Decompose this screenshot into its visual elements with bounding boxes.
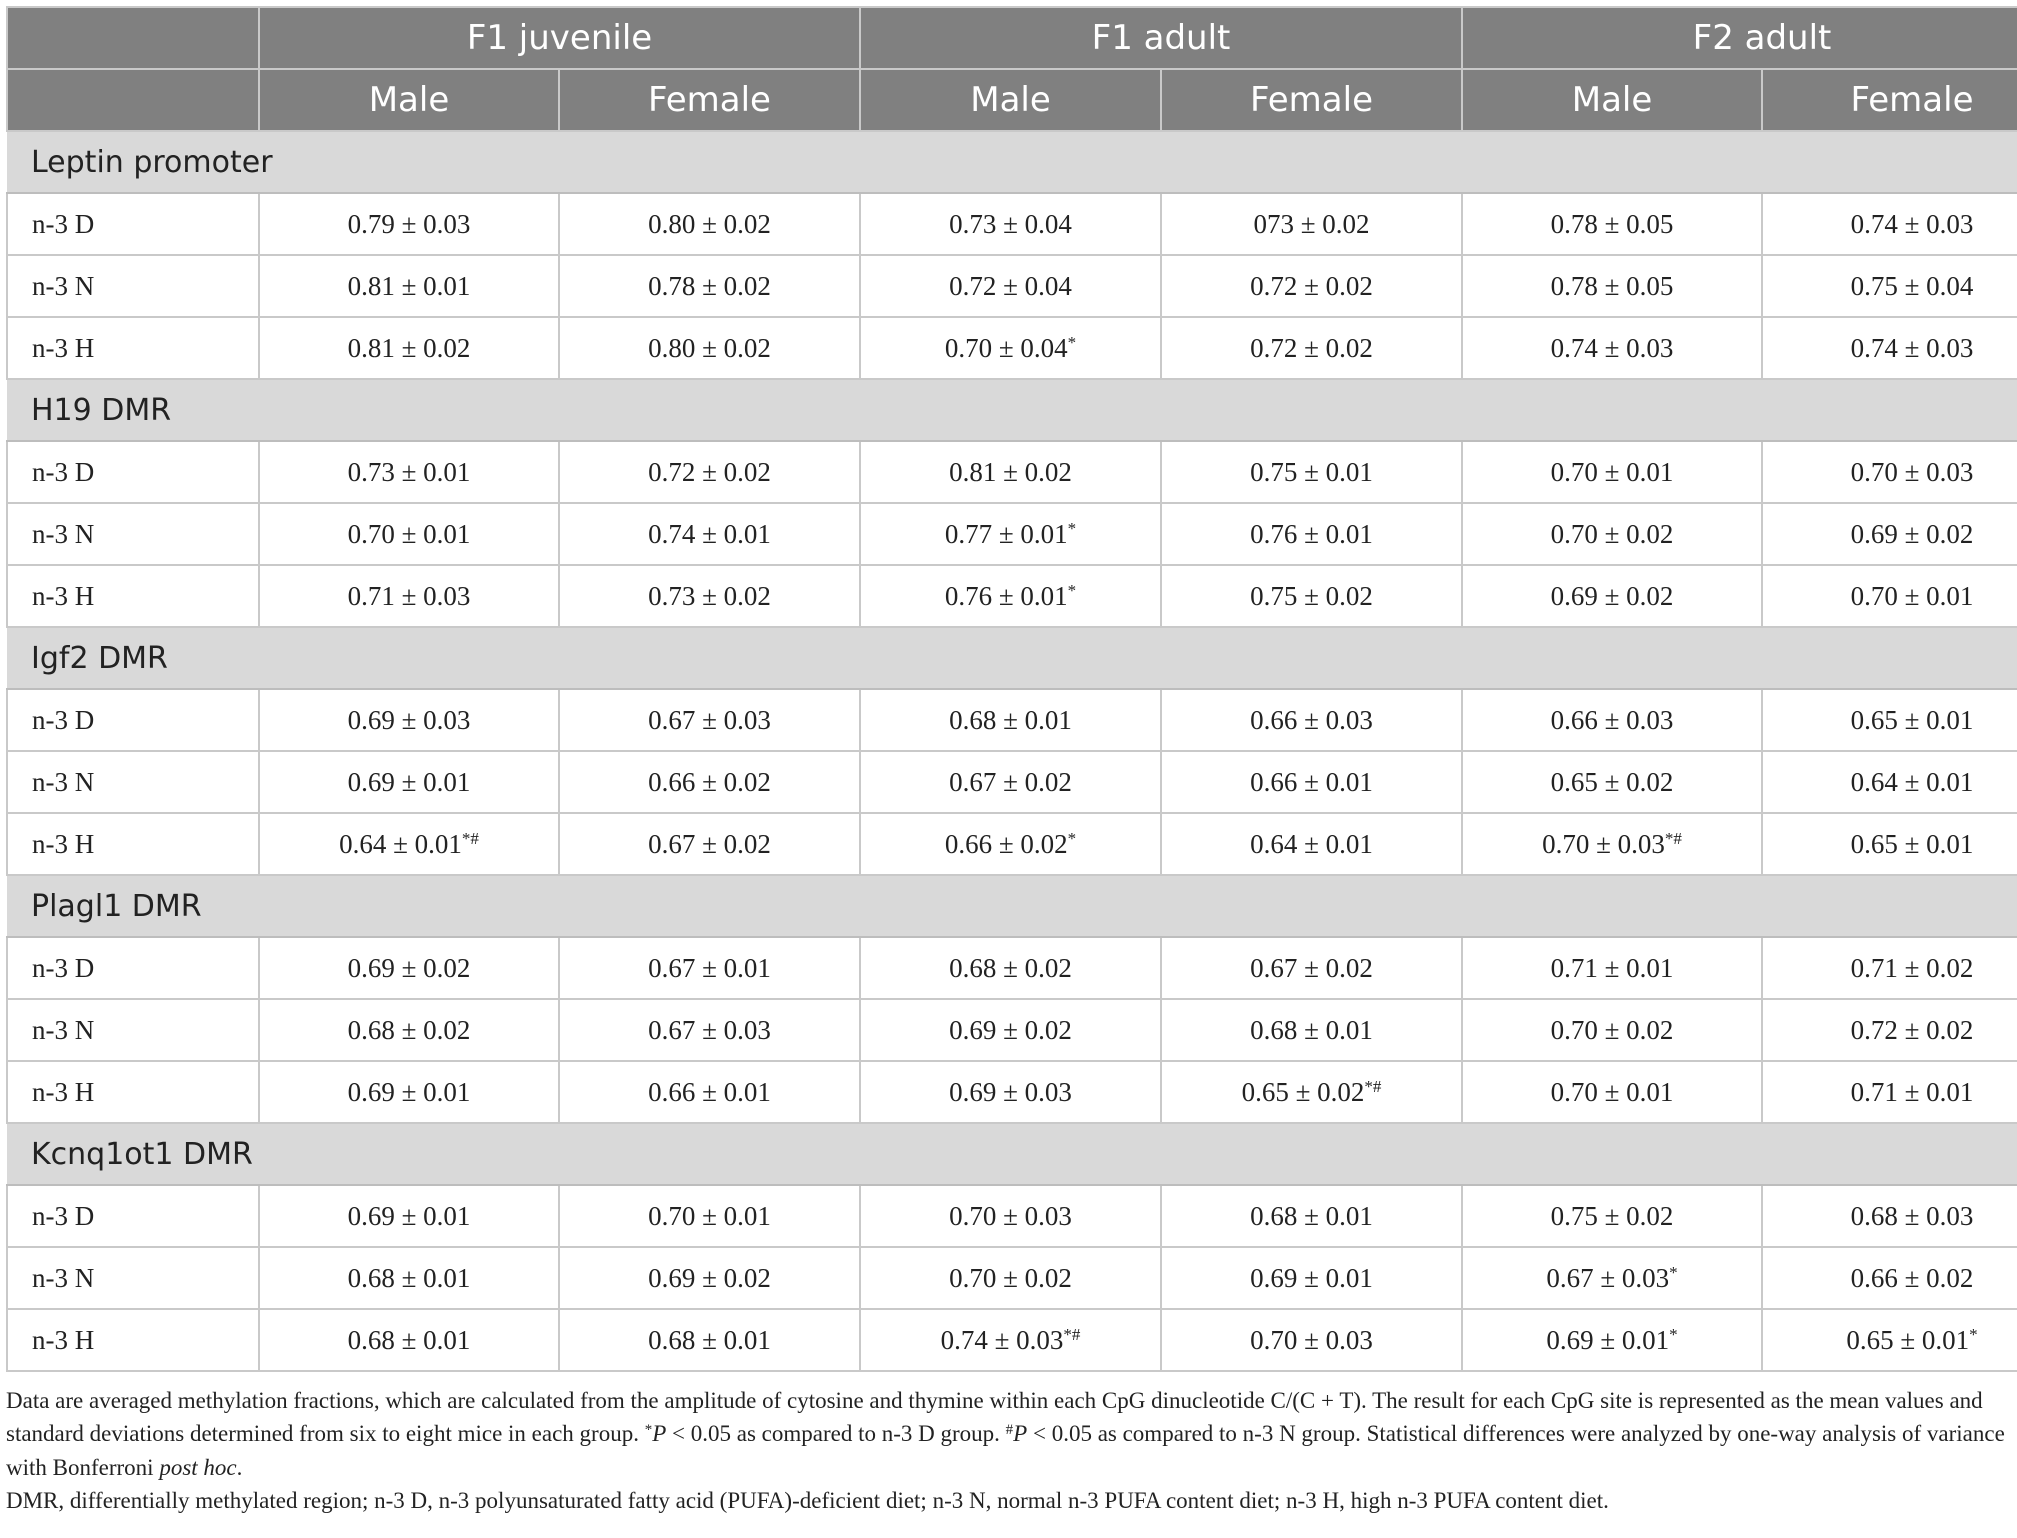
header-male: Male bbox=[1462, 69, 1762, 131]
cell-value: 0.70 ± 0.03 bbox=[1250, 1324, 1373, 1355]
table-cell bbox=[559, 503, 860, 565]
header-group-f1-adult: F1 adult bbox=[860, 7, 1462, 69]
table-cell bbox=[1161, 751, 1462, 813]
row-label: n-3 H bbox=[7, 813, 259, 875]
table-cell bbox=[259, 503, 559, 565]
cell-value: 0.65 ± 0.01 bbox=[1850, 704, 1974, 735]
table-cell bbox=[1462, 1185, 1762, 1247]
cell-value: 0.69 ± 0.01 bbox=[347, 1076, 471, 1107]
table-row bbox=[7, 937, 2017, 999]
header-female: Female bbox=[1161, 69, 1462, 131]
header-row-sex bbox=[7, 69, 2017, 131]
significance-marker: *# bbox=[1364, 1076, 1382, 1096]
table-cell bbox=[1762, 441, 2017, 503]
table-cell bbox=[860, 565, 1161, 627]
cell-value: 0.72 ± 0.02 bbox=[648, 456, 771, 487]
table-cell bbox=[559, 999, 860, 1061]
significance-marker: * bbox=[1669, 1324, 1678, 1344]
row-label: n-3 H bbox=[7, 317, 259, 379]
table-cell bbox=[1161, 813, 1462, 875]
table-cell bbox=[1161, 503, 1462, 565]
cell-value: 0.68 ± 0.02 bbox=[949, 952, 1072, 983]
table-cell bbox=[1462, 1061, 1762, 1123]
cell-value: 0.70 ± 0.01 bbox=[1550, 1076, 1674, 1107]
cell-value: 0.66 ± 0.02 bbox=[648, 766, 771, 797]
cell-value: 0.65 ± 0.02 bbox=[1550, 766, 1674, 797]
table-row bbox=[7, 193, 2017, 255]
cell-value: 0.68 ± 0.02 bbox=[347, 1014, 471, 1045]
table-cell bbox=[860, 999, 1161, 1061]
table-cell bbox=[259, 1309, 559, 1371]
table-cell bbox=[1161, 193, 1462, 255]
table-row bbox=[7, 751, 2017, 813]
cell-value: 0.74 ± 0.03 bbox=[1850, 332, 1974, 363]
cell-value: 0.78 ± 0.05 bbox=[1550, 270, 1674, 301]
cell-value: 0.70 ± 0.02 bbox=[1550, 1014, 1674, 1045]
row-label: n-3 H bbox=[7, 1061, 259, 1123]
table-row bbox=[7, 1061, 2017, 1123]
cell-value: 0.74 ± 0.03 bbox=[1850, 208, 1974, 239]
cell-value: 0.64 ± 0.01 bbox=[1250, 828, 1373, 859]
cell-value: 0.75 ± 0.04 bbox=[1850, 270, 1974, 301]
table-cell bbox=[259, 813, 559, 875]
table-cell bbox=[1462, 689, 1762, 751]
table-cell bbox=[1462, 255, 1762, 317]
table-cell bbox=[860, 1185, 1161, 1247]
cell-value: 0.68 ± 0.01 bbox=[648, 1324, 771, 1355]
cell-value: 0.69 ± 0.02 bbox=[1850, 518, 1974, 549]
cell-value: 0.73 ± 0.02 bbox=[648, 580, 771, 611]
cell-value: 0.64 ± 0.01 bbox=[1850, 766, 1974, 797]
section-title: H19 DMR bbox=[7, 379, 2017, 441]
table-cell bbox=[559, 255, 860, 317]
table-cell bbox=[1762, 255, 2017, 317]
table-cell bbox=[559, 751, 860, 813]
significance-marker: * bbox=[1067, 828, 1077, 848]
table-body bbox=[7, 131, 2017, 1371]
table-cell bbox=[860, 813, 1161, 875]
table-cell bbox=[1161, 999, 1462, 1061]
cell-value: 0.69 ± 0.02 bbox=[648, 1262, 771, 1293]
table-cell bbox=[1762, 317, 2017, 379]
table-cell bbox=[1161, 255, 1462, 317]
table-cell bbox=[860, 317, 1161, 379]
table-cell bbox=[559, 689, 860, 751]
table-cell bbox=[1161, 565, 1462, 627]
table-row bbox=[7, 689, 2017, 751]
table-cell bbox=[259, 565, 559, 627]
significance-marker: * bbox=[1067, 332, 1077, 352]
cell-value: 0.76 ± 0.01 bbox=[944, 580, 1068, 611]
cell-value: 0.70 ± 0.01 bbox=[1850, 580, 1974, 611]
significance-marker: * bbox=[1669, 1262, 1678, 1282]
table-cell bbox=[1762, 1185, 2017, 1247]
table-cell bbox=[1161, 937, 1462, 999]
cell-value: 0.73 ± 0.04 bbox=[949, 208, 1072, 239]
table-cell bbox=[1762, 813, 2017, 875]
table-cell bbox=[1462, 1309, 1762, 1371]
header-female: Female bbox=[559, 69, 860, 131]
table-cell bbox=[860, 441, 1161, 503]
cell-value: 0.70 ± 0.01 bbox=[347, 518, 471, 549]
table-row bbox=[7, 1247, 2017, 1309]
section-header-row bbox=[7, 379, 2017, 441]
cell-value: 0.72 ± 0.04 bbox=[949, 270, 1072, 301]
table-cell bbox=[1161, 441, 1462, 503]
cell-value: 0.74 ± 0.01 bbox=[648, 518, 771, 549]
results-table-container bbox=[6, 6, 2011, 1517]
cell-value: 0.66 ± 0.01 bbox=[648, 1076, 771, 1107]
table-cell bbox=[1161, 1061, 1462, 1123]
cell-value: 0.71 ± 0.02 bbox=[1850, 952, 1974, 983]
header-corner-2 bbox=[7, 69, 259, 131]
cell-value: 0.66 ± 0.02 bbox=[1850, 1262, 1974, 1293]
row-label: n-3 H bbox=[7, 565, 259, 627]
section-title: Igf2 DMR bbox=[7, 627, 2017, 689]
cell-value: 0.75 ± 0.01 bbox=[1250, 456, 1373, 487]
row-label: n-3 N bbox=[7, 999, 259, 1061]
table-cell bbox=[259, 689, 559, 751]
table-row bbox=[7, 441, 2017, 503]
header-group-f2-adult: F2 adult bbox=[1462, 7, 2017, 69]
table-cell bbox=[259, 1061, 559, 1123]
table-cell bbox=[259, 1185, 559, 1247]
table-cell bbox=[860, 1247, 1161, 1309]
cell-value: 0.67 ± 0.02 bbox=[949, 766, 1072, 797]
cell-value: 0.67 ± 0.03 bbox=[648, 1014, 771, 1045]
table-row bbox=[7, 565, 2017, 627]
table-cell bbox=[259, 1247, 559, 1309]
table-cell bbox=[1762, 999, 2017, 1061]
table-cell bbox=[559, 1061, 860, 1123]
cell-value: 0.66 ± 0.03 bbox=[1250, 704, 1373, 735]
cell-value: 0.81 ± 0.01 bbox=[347, 270, 471, 301]
cell-value: 0.67 ± 0.03 bbox=[648, 704, 771, 735]
table-cell bbox=[259, 441, 559, 503]
cell-value: 0.66 ± 0.03 bbox=[1550, 704, 1674, 735]
table-cell bbox=[1161, 1185, 1462, 1247]
table-cell bbox=[259, 255, 559, 317]
table-row bbox=[7, 999, 2017, 1061]
significance-marker: * bbox=[1969, 1324, 1978, 1344]
table-cell bbox=[1762, 1309, 2017, 1371]
header-row-groups bbox=[7, 7, 2017, 69]
table-row bbox=[7, 255, 2017, 317]
table-cell bbox=[259, 937, 559, 999]
table-cell bbox=[559, 1185, 860, 1247]
row-label: n-3 D bbox=[7, 1185, 259, 1247]
cell-value: 0.72 ± 0.02 bbox=[1250, 270, 1373, 301]
table-cell bbox=[259, 751, 559, 813]
table-cell bbox=[860, 689, 1161, 751]
cell-value: 0.71 ± 0.01 bbox=[1550, 952, 1674, 983]
cell-value: 0.68 ± 0.01 bbox=[1250, 1200, 1373, 1231]
header-female: Female bbox=[1762, 69, 2017, 131]
table-cell bbox=[559, 1247, 860, 1309]
table-cell bbox=[1462, 937, 1762, 999]
cell-value: 0.70 ± 0.01 bbox=[1550, 456, 1674, 487]
table-cell bbox=[860, 937, 1161, 999]
table-cell bbox=[1762, 751, 2017, 813]
cell-value: 0.70 ± 0.02 bbox=[1550, 518, 1674, 549]
row-label: n-3 D bbox=[7, 937, 259, 999]
table-cell bbox=[1161, 317, 1462, 379]
section-title: Leptin promoter bbox=[7, 131, 2017, 193]
cell-value: 0.75 ± 0.02 bbox=[1250, 580, 1373, 611]
cell-value: 0.69 ± 0.01 bbox=[1250, 1262, 1373, 1293]
cell-value: 0.71 ± 0.01 bbox=[1850, 1076, 1974, 1107]
cell-value: 0.80 ± 0.02 bbox=[648, 332, 771, 363]
table-cell bbox=[860, 193, 1161, 255]
cell-value: 0.81 ± 0.02 bbox=[347, 332, 471, 363]
cell-value: 0.75 ± 0.02 bbox=[1550, 1200, 1674, 1231]
cell-value: 0.70 ± 0.03 bbox=[1542, 828, 1665, 859]
cell-value: 0.67 ± 0.03 bbox=[1546, 1262, 1670, 1293]
cell-value: 0.65 ± 0.01 bbox=[1846, 1324, 1970, 1355]
cell-value: 0.67 ± 0.02 bbox=[1250, 952, 1373, 983]
cell-value: 0.67 ± 0.02 bbox=[648, 828, 771, 859]
cell-value: 0.69 ± 0.02 bbox=[347, 952, 471, 983]
cell-value: 0.64 ± 0.01 bbox=[339, 828, 462, 859]
cell-value: 0.67 ± 0.01 bbox=[648, 952, 771, 983]
cell-value: 0.66 ± 0.02 bbox=[944, 828, 1068, 859]
cell-value: 0.76 ± 0.01 bbox=[1250, 518, 1373, 549]
cell-value: 0.78 ± 0.05 bbox=[1550, 208, 1674, 239]
significance-marker: * bbox=[1067, 580, 1077, 600]
table-cell bbox=[259, 317, 559, 379]
table-cell bbox=[1161, 689, 1462, 751]
cell-value: 0.79 ± 0.03 bbox=[347, 208, 471, 239]
table-cell bbox=[860, 255, 1161, 317]
table-cell bbox=[1762, 937, 2017, 999]
table-cell bbox=[1462, 193, 1762, 255]
table-cell bbox=[1762, 1061, 2017, 1123]
significance-marker: *# bbox=[1063, 1324, 1081, 1344]
cell-value: 0.80 ± 0.02 bbox=[648, 208, 771, 239]
cell-value: 0.70 ± 0.02 bbox=[949, 1262, 1072, 1293]
cell-value: 073 ± 0.02 bbox=[1253, 208, 1370, 239]
table-row bbox=[7, 503, 2017, 565]
table-cell bbox=[559, 937, 860, 999]
section-title: Kcnq1ot1 DMR bbox=[7, 1123, 2017, 1185]
row-label: n-3 D bbox=[7, 689, 259, 751]
cell-value: 0.72 ± 0.02 bbox=[1850, 1014, 1974, 1045]
methylation-table bbox=[6, 6, 2017, 1372]
row-label: n-3 N bbox=[7, 503, 259, 565]
table-cell bbox=[860, 1309, 1161, 1371]
table-cell bbox=[1462, 813, 1762, 875]
footnote-methods: Data are averaged methylation fractions, which are calculated from the amplitude of cytosine and thymine within each CpG dinucleotide C/(C + T). The result for each CpG site is represented as the mean values and standard deviations determined from six to eight mice in each group. *P < 0.05 as compared to n-3 D group. #P < 0.05 as compared to n-3 N group. Statistical differences were analyzed by one-way analysis of variance with Bonferroni post hoc. bbox=[6, 1388, 2005, 1480]
cell-value: 0.68 ± 0.01 bbox=[347, 1324, 471, 1355]
table-cell bbox=[1462, 503, 1762, 565]
cell-value: 0.77 ± 0.01 bbox=[944, 518, 1068, 549]
table-cell bbox=[1462, 317, 1762, 379]
cell-value: 0.74 ± 0.03 bbox=[940, 1324, 1064, 1355]
cell-value: 0.69 ± 0.03 bbox=[949, 1076, 1072, 1107]
table-cell bbox=[259, 999, 559, 1061]
cell-value: 0.69 ± 0.03 bbox=[347, 704, 471, 735]
cell-value: 0.65 ± 0.01 bbox=[1850, 828, 1974, 859]
cell-value: 0.71 ± 0.03 bbox=[347, 580, 471, 611]
significance-marker: *# bbox=[461, 828, 479, 848]
section-header-row bbox=[7, 875, 2017, 937]
table-cell bbox=[1762, 193, 2017, 255]
cell-value: 0.72 ± 0.02 bbox=[1250, 332, 1373, 363]
cell-value: 0.68 ± 0.01 bbox=[1250, 1014, 1373, 1045]
significance-marker: * bbox=[1067, 518, 1077, 538]
significance-marker: *# bbox=[1664, 828, 1682, 848]
section-title: Plagl1 DMR bbox=[7, 875, 2017, 937]
cell-value: 0.68 ± 0.01 bbox=[347, 1262, 471, 1293]
table-cell bbox=[1462, 441, 1762, 503]
header-corner bbox=[7, 7, 259, 69]
table-row bbox=[7, 317, 2017, 379]
cell-value: 0.69 ± 0.02 bbox=[1550, 580, 1674, 611]
row-label: n-3 D bbox=[7, 193, 259, 255]
table-cell bbox=[559, 317, 860, 379]
cell-value: 0.70 ± 0.03 bbox=[949, 1200, 1072, 1231]
section-header-row bbox=[7, 627, 2017, 689]
cell-value: 0.68 ± 0.01 bbox=[949, 704, 1072, 735]
cell-value: 0.78 ± 0.02 bbox=[648, 270, 771, 301]
cell-value: 0.65 ± 0.02 bbox=[1241, 1076, 1365, 1107]
table-cell bbox=[559, 813, 860, 875]
cell-value: 0.69 ± 0.01 bbox=[1546, 1324, 1670, 1355]
cell-value: 0.81 ± 0.02 bbox=[949, 456, 1072, 487]
table-cell bbox=[860, 751, 1161, 813]
table-cell bbox=[1462, 1247, 1762, 1309]
table-cell bbox=[860, 503, 1161, 565]
table-cell bbox=[1161, 1309, 1462, 1371]
table-row bbox=[7, 1185, 2017, 1247]
table-row bbox=[7, 813, 2017, 875]
table-cell bbox=[1762, 689, 2017, 751]
cell-value: 0.70 ± 0.04 bbox=[944, 332, 1068, 363]
table-cell bbox=[1462, 751, 1762, 813]
table-cell bbox=[559, 193, 860, 255]
header-male: Male bbox=[259, 69, 559, 131]
cell-value: 0.69 ± 0.02 bbox=[949, 1014, 1072, 1045]
cell-value: 0.68 ± 0.03 bbox=[1850, 1200, 1974, 1231]
table-cell bbox=[559, 1309, 860, 1371]
cell-value: 0.70 ± 0.01 bbox=[648, 1200, 771, 1231]
table-cell bbox=[559, 441, 860, 503]
table-cell bbox=[559, 565, 860, 627]
table-cell bbox=[1462, 565, 1762, 627]
table-cell bbox=[1762, 503, 2017, 565]
table-cell bbox=[1161, 1247, 1462, 1309]
table-footnotes bbox=[6, 1384, 2011, 1517]
cell-value: 0.69 ± 0.01 bbox=[347, 1200, 471, 1231]
row-label: n-3 H bbox=[7, 1309, 259, 1371]
row-label: n-3 N bbox=[7, 751, 259, 813]
cell-value: 0.73 ± 0.01 bbox=[347, 456, 471, 487]
row-label: n-3 N bbox=[7, 255, 259, 317]
table-cell bbox=[1762, 1247, 2017, 1309]
table-cell bbox=[259, 193, 559, 255]
table-cell bbox=[860, 1061, 1161, 1123]
footnote-abbreviations: DMR, differentially methylated region; n-3 D, n-3 polyunsaturated fatty acid (PUFA)-deficient diet; n-3 N, normal n-3 PUFA content diet; n-3 H, high n-3 PUFA content diet. bbox=[6, 1488, 1609, 1514]
header-male: Male bbox=[860, 69, 1161, 131]
cell-value: 0.70 ± 0.03 bbox=[1850, 456, 1974, 487]
section-header-row bbox=[7, 131, 2017, 193]
header-group-f1-juvenile: F1 juvenile bbox=[259, 7, 860, 69]
table-row bbox=[7, 1309, 2017, 1371]
row-label: n-3 N bbox=[7, 1247, 259, 1309]
cell-value: 0.69 ± 0.01 bbox=[347, 766, 471, 797]
table-cell bbox=[1762, 565, 2017, 627]
cell-value: 0.66 ± 0.01 bbox=[1250, 766, 1373, 797]
cell-value: 0.74 ± 0.03 bbox=[1550, 332, 1674, 363]
section-header-row bbox=[7, 1123, 2017, 1185]
table-cell bbox=[1462, 999, 1762, 1061]
row-label: n-3 D bbox=[7, 441, 259, 503]
